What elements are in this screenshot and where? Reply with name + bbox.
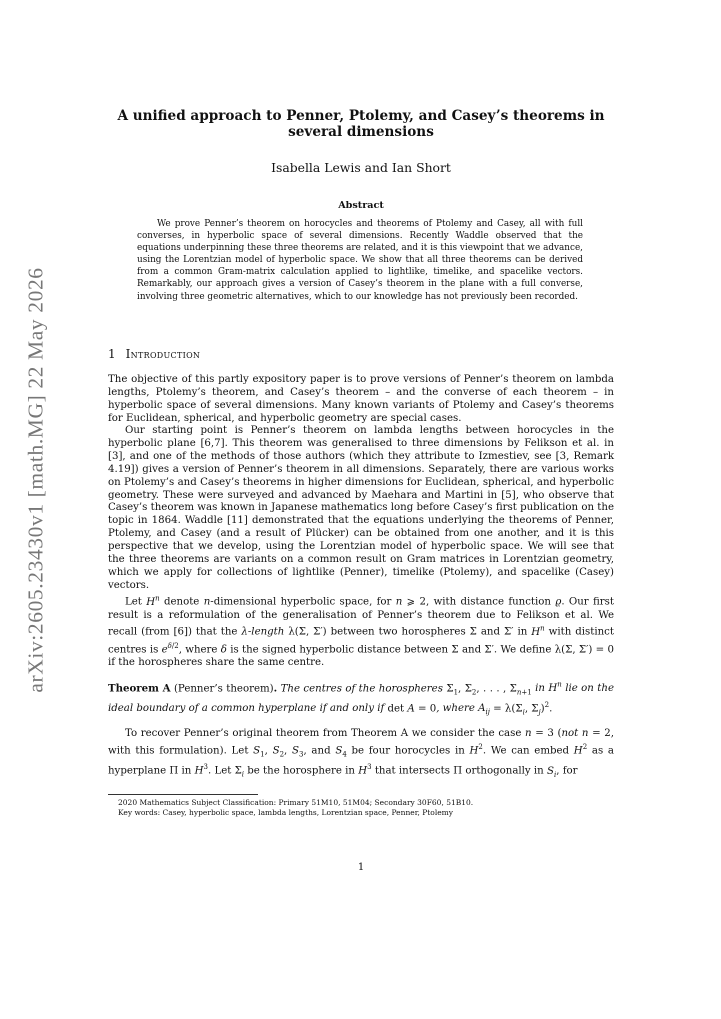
- paper-title: [108, 108, 614, 140]
- paragraph-3: Let $H^n$ denote n-dimensional hyperbolic space, for n ⩾ 2, with distance function ϱ. Our first result is a reformulation of the generalisation of Penner’s theorem due to Felikson et al. We recall (from [6]) that the λ-length λ(Σ, Σ′) between two horospheres Σ and Σ′ in $H^n$ with distinct centres is $e^{\delta/2}$, where δ is the signed hyperbolic distance between Σ and Σ′. We define λ(Σ, Σ′) = 0 if the horospheres share the same centre.: [108, 594, 614, 668]
- author-list: Isabella Lewis and Ian Short: [271, 160, 451, 175]
- footnote: [108, 794, 614, 818]
- keywords: Key words: Casey, hyperbolic space, lambda lengths, Lorentzian space, Penner, Ptolemy: [118, 808, 454, 817]
- paragraph-2: Our starting point is Penner’s theorem on lambda lengths between horocycles in the hyperbolic plane [6,7]. This theorem was generalised to three dimensions by Felikson et al. in [3], and one of the methods of those authors (which they attribute to Izmestiev, see [3, Remark 4.19]) gives a version of Penner’s theorem in all dimensions. Separately, there are various works on Ptolemy’s and Casey’s theorems in higher dimensions for Euclidean, spherical, and hyperbolic geometry. These were surveyed and advanced by Maehara and Martini in [5], who observe that Casey’s theorem was known in Japanese mathematics long before Casey’s first publication on the topic in 1864. Waddle [11] demonstrated that the equations underlying the theorems of Penner, Ptolemy, and Casey (and a result of Plücker) can be obtained from one another, and it is this perspective that we develop, using the Lorentzian model of hyperbolic space. We will see that the three theorems are variants on a common result on Gram matrices in Lorentzian geometry, which we apply for collections of lightlike (Penner), timelike (Ptolemy), and spacelike (Casey) vectors.: [108, 425, 614, 591]
- arxiv-sidebar-stamp: [22, 250, 50, 710]
- section-heading: [108, 347, 614, 361]
- abstract-text: We prove Penner’s theorem on horocycles and theorems of Ptolemy and Casey, all with full converses, in hyperbolic space of several dimensions. Recently Waddle observed that the equations underpinning these three theorems are related, and it is this viewpoint that we advance, using the Lorentzian model of hyperbolic space. We show that all three theorems can be derived from a common Gram-matrix calculation applied to lightlike, timelike, and spacelike vectors. Remarkably, our approach gives a version of Casey’s theorem in the plane with a full converse, involving three geometric alternatives, which to our knowledge has not previously been recorded.: [137, 219, 583, 302]
- section-number: 1: [108, 347, 116, 361]
- section-body: [108, 374, 614, 782]
- paragraph-4: To recover Penner’s original theorem from Theorem A we consider the case n = 3 (not n = 2, with this formulation). Let $S_1$, $S_2$, $S_3$, and $S_4$ be four horocycles in $H^2$. We can embed $H^2$ as a hyperplane Π in $H^3$. Let $\Sigma_i$ be the horosphere in $H^3$ that intersects Π orthogonally in $S_i$, for: [108, 728, 614, 779]
- msc-classification: 2020 Mathematics Subject Classification: Primary 51M10, 51M04; Secondary 30F60, 51B10.: [118, 798, 474, 807]
- section-title: Introduction: [125, 347, 201, 361]
- title-line-1: A unified approach to Penner, Ptolemy, and Casey’s theorems in: [117, 108, 605, 124]
- arxiv-identifier: arXiv:2605.23430v1 [math.MG] 22 May 2026: [23, 267, 48, 693]
- title-line-2: several dimensions: [288, 124, 434, 140]
- footnote-rule: [108, 794, 258, 795]
- theorem-a: Theorem A (Penner’s theorem). The centres of the horospheres $\Sigma_1$, $\Sigma_2$, . . . , $\Sigma_{n+1}$ in $H^n$ lie on the ideal boundary of a common hyperplane if and only if det A = 0, where $A_{ij} = \lambda(\Sigma_i$, $\Sigma_j)^2$.: [108, 680, 614, 717]
- page-number: 1: [357, 862, 365, 873]
- paragraph-1: The objective of this partly expository paper is to prove versions of Penner’s theorem on lambda lengths, Ptolemy’s theorem, and Casey’s theorem – and the converse of each theorem – in hyperbolic space of several dimensions. Many known variants of Ptolemy and Casey’s theorems for Euclidean, spherical, and hyperbolic geometry are special cases.: [108, 374, 614, 424]
- abstract-heading: Abstract: [338, 200, 384, 211]
